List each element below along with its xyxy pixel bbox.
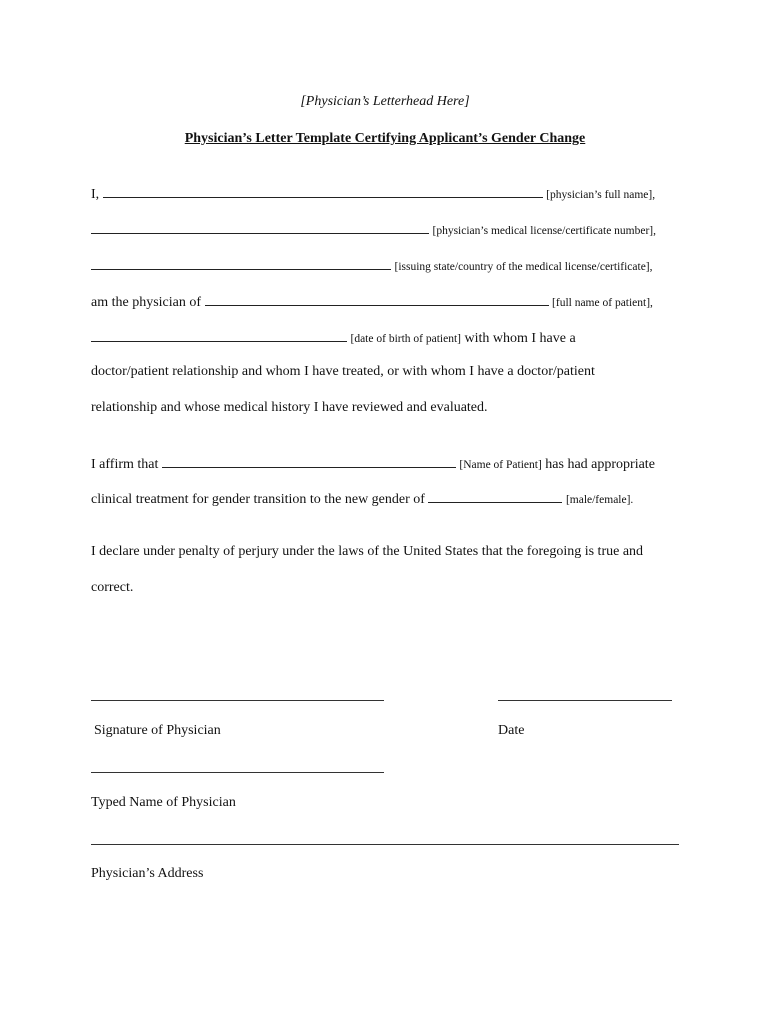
address-label: Physician’s Address	[91, 866, 204, 881]
line-prefix: clinical treatment for gender transition to the new gender of	[91, 492, 425, 507]
typed-name-label: Typed Name of Physician	[91, 795, 236, 810]
line-license-number	[91, 221, 656, 239]
signature-line	[91, 700, 384, 701]
date-label: Date	[498, 723, 525, 738]
hint-issuing-state: [issuing state/country of the medical license/certificate],	[394, 261, 653, 273]
line-patient-dob	[91, 329, 576, 347]
hint-new-gender: [male/female].	[565, 494, 634, 506]
line-issuing-state	[91, 257, 653, 275]
hint-affirm-patient: [Name of Patient]	[459, 459, 542, 471]
blank-patient-name	[205, 293, 549, 306]
line-patient-name	[91, 293, 653, 311]
document-title: Physician’s Letter Template Certifying Applicant’s Gender Change	[184, 131, 586, 146]
line-new-gender	[91, 490, 633, 508]
blank-new-gender	[428, 490, 562, 503]
line-suffix: has had appropriate	[545, 457, 655, 472]
hint-physician-name: [physician’s full name],	[546, 189, 656, 201]
line-physician-name	[91, 185, 655, 203]
address-line	[91, 844, 679, 845]
blank-issuing-state	[91, 257, 391, 270]
paragraph-line: I declare under penalty of perjury under the laws of the United States that the foregoing is true and	[91, 544, 644, 559]
hint-patient-dob: [date of birth of patient]	[350, 333, 461, 345]
hint-license-number: [physician’s medical license/certificate number],	[432, 225, 657, 237]
typed-name-line	[91, 772, 384, 773]
paragraph-line: correct.	[91, 580, 134, 595]
date-line	[498, 700, 672, 701]
signature-label: Signature of Physician	[94, 723, 221, 738]
hint-patient-name: [full name of patient],	[552, 297, 653, 309]
line-prefix: I,	[91, 187, 100, 202]
blank-physician-name	[103, 185, 543, 198]
letterhead: [Physician’s Letterhead Here]	[300, 94, 470, 109]
line-affirm	[91, 455, 655, 473]
blank-license-number	[91, 221, 429, 234]
paragraph-line: doctor/patient relationship and whom I have treated, or with whom I have a doctor/patient	[91, 364, 595, 379]
paragraph-line: relationship and whose medical history I have reviewed and evaluated.	[91, 400, 488, 415]
line-prefix: am the physician of	[91, 295, 202, 310]
blank-affirm-patient	[162, 455, 456, 468]
line-prefix: I affirm that	[91, 457, 159, 472]
line-suffix: with whom I have a	[464, 331, 576, 346]
blank-patient-dob	[91, 329, 347, 342]
